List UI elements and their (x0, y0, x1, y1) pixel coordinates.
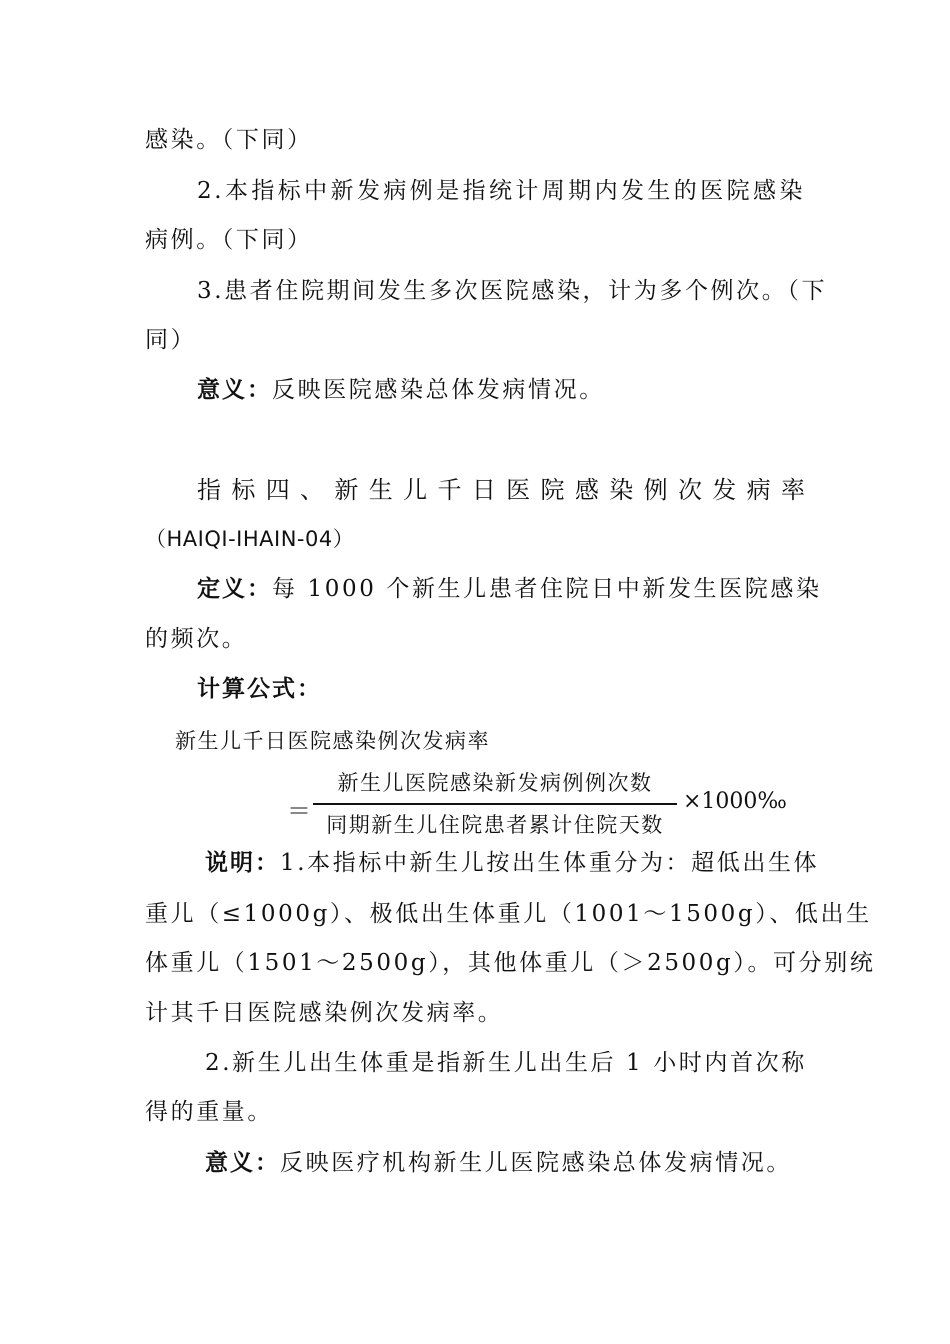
meaning-paragraph (205, 1148, 805, 1178)
text-line: 3.患者住院期间发生多次医院感染，计为多个例次。（下 (197, 278, 828, 304)
text-line: 体重儿（1501～2500g），其他体重儿（＞2500g）。可分别统 (145, 950, 876, 976)
text-line: 计其千日医院感染例次发病率。 (145, 1000, 504, 1026)
note-label: 说明： (205, 850, 280, 876)
numerator: 新生儿医院感染新发病例例次数 (337, 771, 653, 795)
equals-sign: ＝ (287, 797, 311, 825)
meaning-text: 反映医疗机构新生儿医院感染总体发病情况。 (280, 1150, 792, 1176)
text-line: 的频次。 (145, 626, 248, 652)
note-text: 1.本指标中新生儿按出生体重分为：超低出生体 (280, 850, 820, 876)
definition-label: 定义： (197, 576, 272, 602)
multiplier: ×1000‰ (683, 789, 787, 814)
fraction-bar (313, 803, 677, 805)
meaning-label: 意义： (205, 1150, 280, 1176)
formula-expression (287, 767, 787, 857)
denominator: 同期新生儿住院患者累计住院天数 (326, 812, 664, 837)
definition-paragraph (197, 574, 822, 604)
note-paragraph (205, 848, 820, 878)
text-line: 病例。（下同） (145, 227, 313, 253)
fraction (313, 767, 677, 841)
meaning-label: 意义： (197, 377, 272, 403)
formula-label: 计算公式： (197, 676, 322, 702)
text-line: 重儿（≤1000g）、极低出生体重儿（1001～1500g）、低出生 (145, 901, 872, 927)
meaning-text: 反映医院感染总体发病情况。 (272, 377, 605, 403)
text-line: 同） (145, 327, 197, 353)
text-line: 2.本指标中新发病例是指统计周期内发生的医院感染 (197, 178, 805, 204)
indicator-title: 指标四、新生儿千日医院感染例次发病率 (197, 476, 805, 504)
definition-text: 每 1000 个新生儿患者住院日中新发生医院感染 (272, 576, 822, 602)
text-line: 2.新生儿出生体重是指新生儿出生后 1 小时内首次称 (205, 1050, 807, 1076)
text-line: 得的重量。 (145, 1099, 273, 1125)
text-line: 感染。（下同） (145, 127, 313, 153)
meaning-paragraph (197, 375, 805, 405)
formula-name: 新生儿千日医院感染例次发病率 (175, 729, 490, 753)
indicator-code: （HAIQI-IHAIN-04） (145, 527, 355, 551)
